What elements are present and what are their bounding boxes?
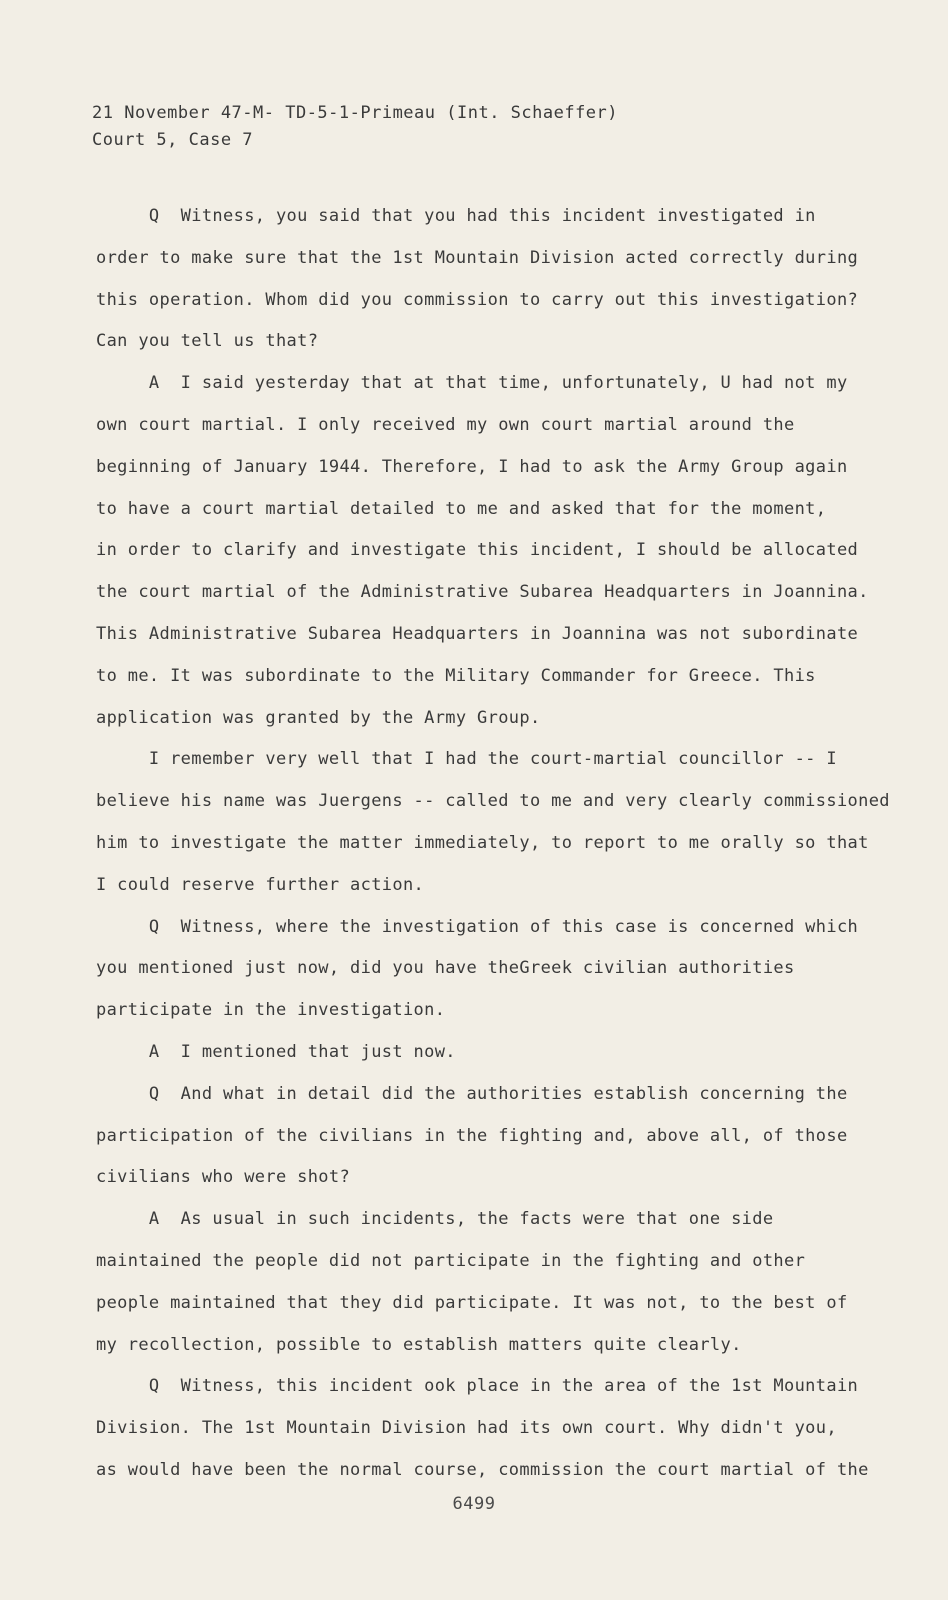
- text-line: A I said yesterday that at that time, unfortunately, U had not my: [96, 373, 848, 394]
- text-line: my recollection, possible to establish matters quite clearly.: [96, 1334, 742, 1355]
- text-line: application was granted by the Army Group.: [96, 707, 541, 728]
- text-line: own court martial. I only received my own court martial around the: [96, 414, 795, 435]
- text-line: in order to clarify and investigate this incident, I should be allocated: [96, 540, 859, 561]
- text-line: I remember very well that I had the court-martial councillor -- I: [96, 749, 837, 770]
- text-line: beginning of January 1944. Therefore, I had to ask the Army Group again: [96, 456, 848, 477]
- document-header: [92, 100, 618, 154]
- text-line: civilians who were shot?: [96, 1167, 351, 1188]
- text-line: I could reserve further action.: [96, 874, 425, 895]
- text-line: A I mentioned that just now.: [96, 1041, 456, 1062]
- text-line: to have a court martial detailed to me and asked that for the moment,: [96, 498, 827, 519]
- text-line: Q And what in detail did the authorities establish concerning the: [96, 1083, 848, 1104]
- text-line: participate in the investigation.: [96, 1000, 446, 1021]
- text-line: A As usual in such incidents, the facts were that one side: [96, 1209, 774, 1230]
- text-line: order to make sure that the 1st Mountain Division acted correctly during: [96, 247, 859, 268]
- text-line: believe his name was Juergens -- called to me and very clearly commissioned: [96, 791, 890, 812]
- text-line: This Administrative Subarea Headquarters in Joannina was not subordinate: [96, 623, 859, 644]
- page-number: 6499: [452, 1494, 496, 1514]
- text-line: Division. The 1st Mountain Division had its own court. Why didn't you,: [96, 1418, 837, 1439]
- text-line: Q Witness, this incident ook place in the area of the 1st Mountain: [96, 1376, 859, 1397]
- text-line: maintained the people did not participate in the fighting and other: [96, 1250, 806, 1271]
- text-line: the court martial of the Administrative Subarea Headquarters in Joannina.: [96, 582, 869, 603]
- text-line: Q Witness, where the investigation of this case is concerned which: [96, 916, 859, 937]
- text-line: to me. It was subordinate to the Military Commander for Greece. This: [96, 665, 816, 686]
- header-line-date-reference: 21 November 47-M- TD-5-1-Primeau (Int. Schaeffer): [92, 103, 619, 123]
- transcript-body: [96, 196, 890, 1492]
- text-line: Can you tell us that?: [96, 331, 319, 352]
- text-line: him to investigate the matter immediately, to report to me orally so that: [96, 832, 869, 853]
- text-line: as would have been the normal course, commission the court martial of the: [96, 1459, 869, 1480]
- text-line: people maintained that they did participate. It was not, to the best of: [96, 1292, 848, 1313]
- text-line: participation of the civilians in the fighting and, above all, of those: [96, 1125, 848, 1146]
- text-line: Q Witness, you said that you had this incident investigated in: [96, 206, 816, 226]
- text-line: this operation. Whom did you commission to carry out this investigation?: [96, 289, 859, 310]
- text-line: you mentioned just now, did you have theGreek civilian authorities: [96, 958, 795, 979]
- header-line-court-case: Court 5, Case 7: [92, 130, 254, 150]
